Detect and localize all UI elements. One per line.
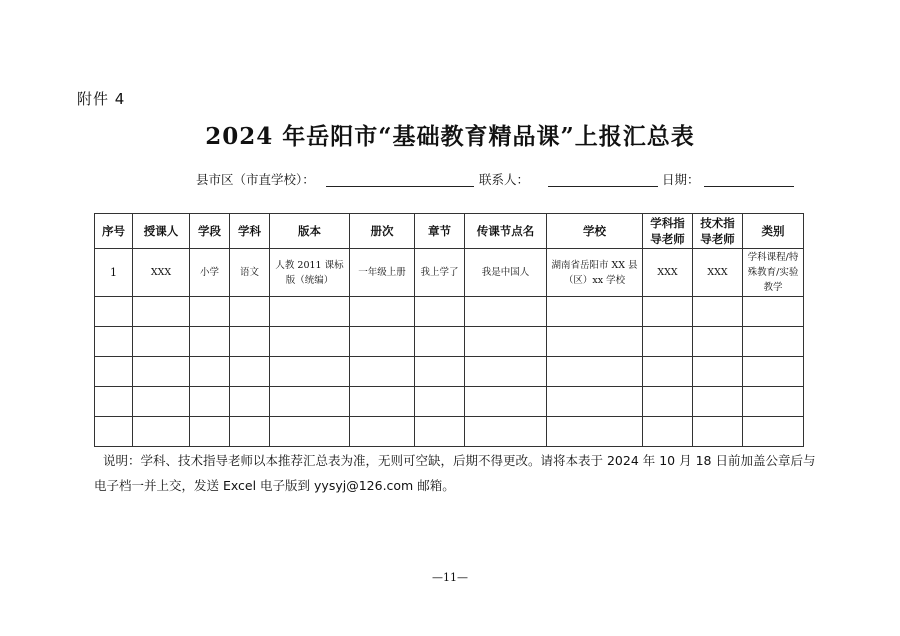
table-cell — [230, 327, 270, 357]
header-cell: 册次 — [350, 214, 415, 249]
table-cell: 1 — [95, 249, 133, 297]
instructions-note: 说明：学科、技术指导老师以本推荐汇总表为准，无则可空缺，后期不得更改。请将本表于 2024 年 10 月 18 日前加盖公章后与电子档一并上交，发送 Excel 电子版到 yysyj@126.com 邮箱。 — [94, 453, 816, 493]
table-cell — [270, 387, 350, 417]
table-cell — [743, 417, 804, 447]
table-row — [95, 249, 804, 297]
table-row — [95, 417, 804, 447]
table-cell — [743, 357, 804, 387]
table-cell — [133, 327, 190, 357]
header-cell: 章节 — [415, 214, 465, 249]
table-cell — [643, 327, 693, 357]
header-row — [95, 214, 804, 249]
table-cell — [547, 327, 643, 357]
table-cell: 学科课程/特殊教育/实验教学 — [743, 249, 804, 297]
date-field-line — [704, 186, 794, 187]
table-cell — [547, 357, 643, 387]
table-cell — [95, 297, 133, 327]
table-cell — [190, 387, 230, 417]
table-cell — [230, 297, 270, 327]
table-cell — [230, 387, 270, 417]
header-cell: 学科 — [230, 214, 270, 249]
table-cell — [693, 417, 743, 447]
table-cell: 我上学了 — [415, 249, 465, 297]
table-cell — [465, 417, 547, 447]
table-cell — [190, 417, 230, 447]
attachment-label: 附件 4 — [77, 90, 126, 108]
table-cell — [95, 357, 133, 387]
table-cell — [95, 387, 133, 417]
table-cell — [95, 327, 133, 357]
table-cell — [465, 357, 547, 387]
county-field-line — [326, 186, 474, 187]
table-cell — [190, 357, 230, 387]
table-cell — [693, 357, 743, 387]
table-cell — [547, 387, 643, 417]
table-cell — [350, 417, 415, 447]
contact-field-line — [548, 186, 658, 187]
table-cell — [693, 297, 743, 327]
table-row — [95, 327, 804, 357]
table-cell — [693, 327, 743, 357]
table-cell — [270, 417, 350, 447]
header-cell: 学段 — [190, 214, 230, 249]
table-cell — [133, 297, 190, 327]
table-cell — [465, 387, 547, 417]
summary-table — [94, 213, 804, 447]
table-cell — [230, 357, 270, 387]
header-cell: 学校 — [547, 214, 643, 249]
table-cell: XXX — [693, 249, 743, 297]
table-cell — [415, 417, 465, 447]
table-cell — [350, 357, 415, 387]
table-cell — [133, 357, 190, 387]
table-cell — [415, 297, 465, 327]
table-cell — [133, 417, 190, 447]
table-cell — [270, 357, 350, 387]
table-cell — [643, 417, 693, 447]
table-cell — [415, 327, 465, 357]
table-cell: 我是中国人 — [465, 249, 547, 297]
table-cell — [643, 387, 693, 417]
table-row — [95, 297, 804, 327]
table-cell — [465, 297, 547, 327]
table-cell — [190, 327, 230, 357]
header-cell: 技术指导老师 — [693, 214, 743, 249]
form-meta-line — [196, 170, 816, 190]
table-cell — [743, 297, 804, 327]
table-cell: 语文 — [230, 249, 270, 297]
table-cell — [415, 357, 465, 387]
table-cell — [230, 417, 270, 447]
header-cell: 序号 — [95, 214, 133, 249]
table-cell — [190, 297, 230, 327]
page-title: 2024 年岳阳市“基础教育精品课”上报汇总表 — [205, 123, 695, 150]
table-cell — [547, 297, 643, 327]
table-cell: 人教 2011 课标版（统编） — [270, 249, 350, 297]
page-number: —11— — [432, 571, 468, 584]
table-cell — [743, 387, 804, 417]
table-cell — [350, 327, 415, 357]
date-label: 日期： — [662, 172, 700, 187]
table-row — [95, 387, 804, 417]
table-cell — [643, 357, 693, 387]
table-cell — [693, 387, 743, 417]
header-cell: 类别 — [743, 214, 804, 249]
table-cell — [350, 387, 415, 417]
table-cell — [350, 297, 415, 327]
header-cell: 授课人 — [133, 214, 190, 249]
table-cell: 湖南省岳阳市 XX 县（区）xx 学校 — [547, 249, 643, 297]
header-cell: 传课节点名 — [465, 214, 547, 249]
contact-label: 联系人： — [479, 172, 530, 187]
table-cell — [465, 327, 547, 357]
header-cell: 版本 — [270, 214, 350, 249]
header-cell: 学科指导老师 — [643, 214, 693, 249]
table-cell — [270, 297, 350, 327]
table-cell — [743, 327, 804, 357]
table-cell — [643, 297, 693, 327]
table-cell: 小学 — [190, 249, 230, 297]
table-cell — [270, 327, 350, 357]
table-cell — [415, 387, 465, 417]
table-row — [95, 357, 804, 387]
table-cell: XXX — [133, 249, 190, 297]
table-cell — [547, 417, 643, 447]
table-cell — [133, 387, 190, 417]
table-cell: 一年级上册 — [350, 249, 415, 297]
table-cell: XXX — [643, 249, 693, 297]
county-label: 县市区（市直学校）： — [196, 172, 315, 187]
table-cell — [95, 417, 133, 447]
